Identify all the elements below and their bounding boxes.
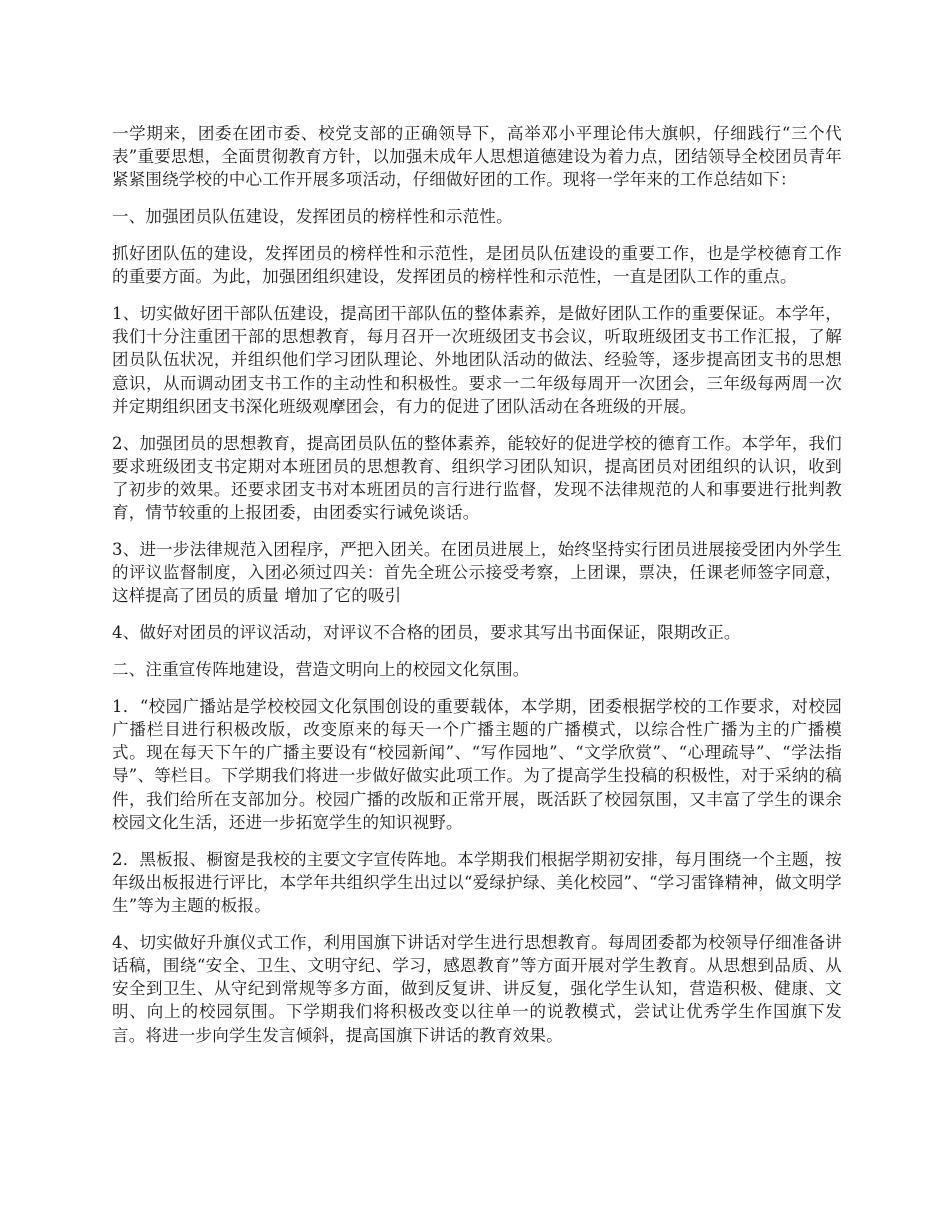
body-paragraph: 2、加强团员的思想教育，提高团员队伍的整体素养，能较好的促进学校的德育工作。本学年，我们要求班级团支书定期对本班团员的思想教育、组织学习团队知识，提高团员对团组织的认识，收到了初步的效果。还要求团支书对本班团员的言行进行监督，发现不法律规范的人和事要进行批判教育，情节较重的上报团委，由团委实行诫免谈话。 xyxy=(112,433,842,523)
body-paragraph: 4、切实做好升旗仪式工作，利用国旗下讲话对学生进行思想教育。每周团委都为校领导仔细准备讲话稿，围绕“安全、卫生、文明守纪、学习，感恩教育”等方面开展对学生教育。从思想到品质、从安全到卫生、从守纪到常规等多方面，做到反复讲、讲反复，强化学生认知，营造积极、健康、文明、向上的校园氛围。下学期我们将积极改变以往单一的说教模式，尝试让优秀学生作国旗下发言。将进一步向学生发言倾斜，提高国旗下讲话的教育效果。 xyxy=(112,932,842,1045)
document-body xyxy=(112,122,842,1060)
body-paragraph: 3、进一步法律规范入团程序，严把入团关。在团员进展上，始终坚持实行团员进展接受团内外学生的评议监督制度，入团必须过四关：首先全班公示接受考察，上团课，票决，任课老师签字同意，这样提高了团员的质量 增加了它的吸引 xyxy=(112,540,842,606)
body-paragraph: 1．“校园广播站是学校校园文化氛围创设的重要载体，本学期，团委根据学校的工作要求，对校园广播栏目进行积极改版，改变原来的每天一个广播主题的广播模式，以综合性广播为主的广播模式。现在每天下午的广播主要设有“校园新闻”、“写作园地”、“文学欣赏”、“心理疏导”、“学法指导”、等栏目。下学期我们将进一步做好做实此项工作。为了提高学生投稿的积极性，对于采纳的稿件，我们给所在支部加分。校园广播的改版和正常开展，既活跃了校园氛围，又丰富了学生的课余校园文化生活，还进一步拓宽学生的知识视野。 xyxy=(112,696,842,832)
body-paragraph: 抓好团队伍的建设，发挥团员的榜样性和示范性，是团员队伍建设的重要工作，也是学校德育工作的重要方面。为此，加强团组织建设，发挥团员的榜样性和示范性，一直是团队工作的重点。 xyxy=(112,244,842,287)
intro-paragraph: 一学期来，团委在团市委、校党支部的正确领导下，高举邓小平理论伟大旗帜，仔细践行“三个代表”重要思想，全面贯彻教育方针，以加强未成年人思想道德建设为着力点，团结领导全校团员青年紧紧围绕学校的中心工作开展多项活动，仔细做好团的工作。现将一学年来的工作总结如下： xyxy=(112,124,842,190)
body-paragraph: 2．黑板报、橱窗是我校的主要文字宣传阵地。本学期我们根据学期初安排，每月围绕一个主题，按年级出板报进行评比，本学年共组织学生出过以“爱绿护绿、美化校园”、“学习雷锋精神，做文明学生”等为主题的板报。 xyxy=(112,849,842,916)
body-paragraph: 4、做好对团员的评议活动，对评议不合格的团员，要求其写出书面保证，限期改正。 xyxy=(112,623,741,643)
body-paragraph: 1、切实做好团干部队伍建设，提高团干部队伍的整体素养，是做好团队工作的重要保证。本学年，我们十分注重团干部的思想教育，每月召开一次班级团支书会议，听取班级团支书工作汇报，了解团员队伍状况，并组织他们学习团队理论、外地团队活动的做法、经验等，逐步提高团支书的思想意识，从而调动团支书工作的主动性和积极性。要求一二年级每周开一次团会，三年级每两周一次并定期组织团支书深化班级观摩团会，有力的促进了团队活动在各班级的开展。 xyxy=(112,304,842,416)
section-heading-2: 二、注重宣传阵地建设，营造文明向上的校园文化氛围。 xyxy=(112,660,530,680)
section-heading-1: 一、加强团员队伍建设，发挥团员的榜样性和示范性。 xyxy=(112,207,513,227)
